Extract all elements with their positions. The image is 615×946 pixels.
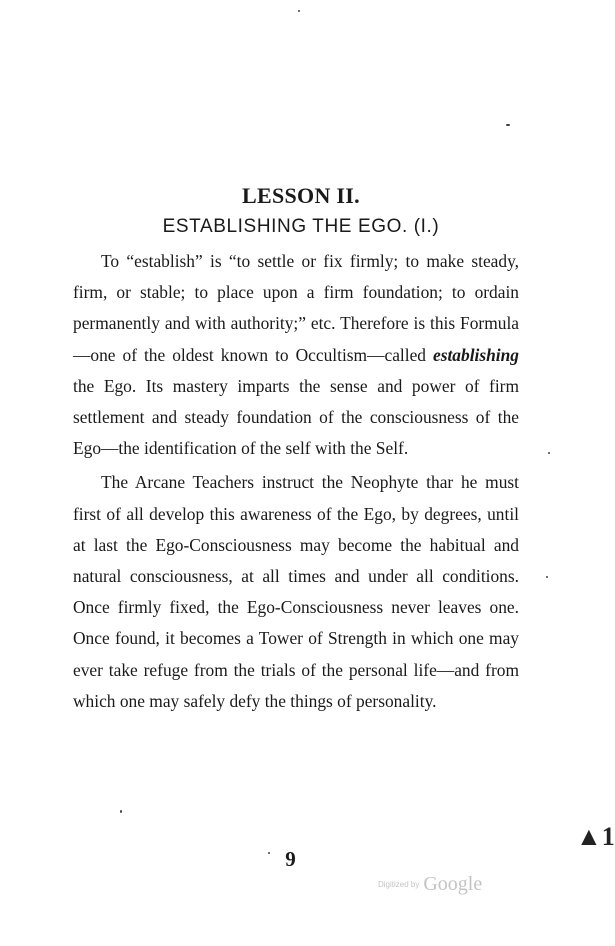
scan-speck xyxy=(268,852,270,854)
body-text xyxy=(73,246,519,717)
scan-speck xyxy=(506,124,510,126)
digitized-by-google-watermark xyxy=(378,873,482,896)
margin-marks: ▲1 xyxy=(576,822,615,851)
watermark-prefix: Digitized by xyxy=(378,880,420,889)
paragraph-1-text-after: the Ego. Its mastery imparts the sense and power of firm settlement and steady foundation of the consciousness of the Ego—the identification of the self with the Self. xyxy=(73,375,519,459)
page-number: 9 xyxy=(285,847,296,871)
paragraph-2: The Arcane Teachers instruct the Neophyte thar he must first of all develop this awareness of the Ego, by degrees, until at last the Ego-Consciousness may become the habitual and natural consciousness, at all times and under all conditions. Once firmly fixed, the Ego-Consciousness never leaves one. Once found, it becomes a Tower of Strength in which one may ever take refuge from the trials of the personal life—and from which one may safely defy the things of personality. xyxy=(73,472,519,711)
scan-speck xyxy=(546,576,548,578)
paragraph-1-text-before: To “establish” is “to settle or fix firmly; to make steady, firm, or stable; to place upon a firm foundation; to ordain permanently and with authority;” etc. Therefore is this Formula—one of the oldest known to Occultism—called xyxy=(73,251,519,365)
lesson-title: LESSON II. xyxy=(242,183,360,208)
paragraph-1 xyxy=(73,246,519,464)
scan-speck xyxy=(298,10,300,12)
scan-speck xyxy=(548,452,550,454)
lesson-subtitle: ESTABLISHING THE EGO. (I.) xyxy=(162,216,440,237)
watermark-brand: Google xyxy=(423,873,483,895)
scan-speck xyxy=(120,810,122,813)
emphasized-word: establishing xyxy=(432,344,519,365)
